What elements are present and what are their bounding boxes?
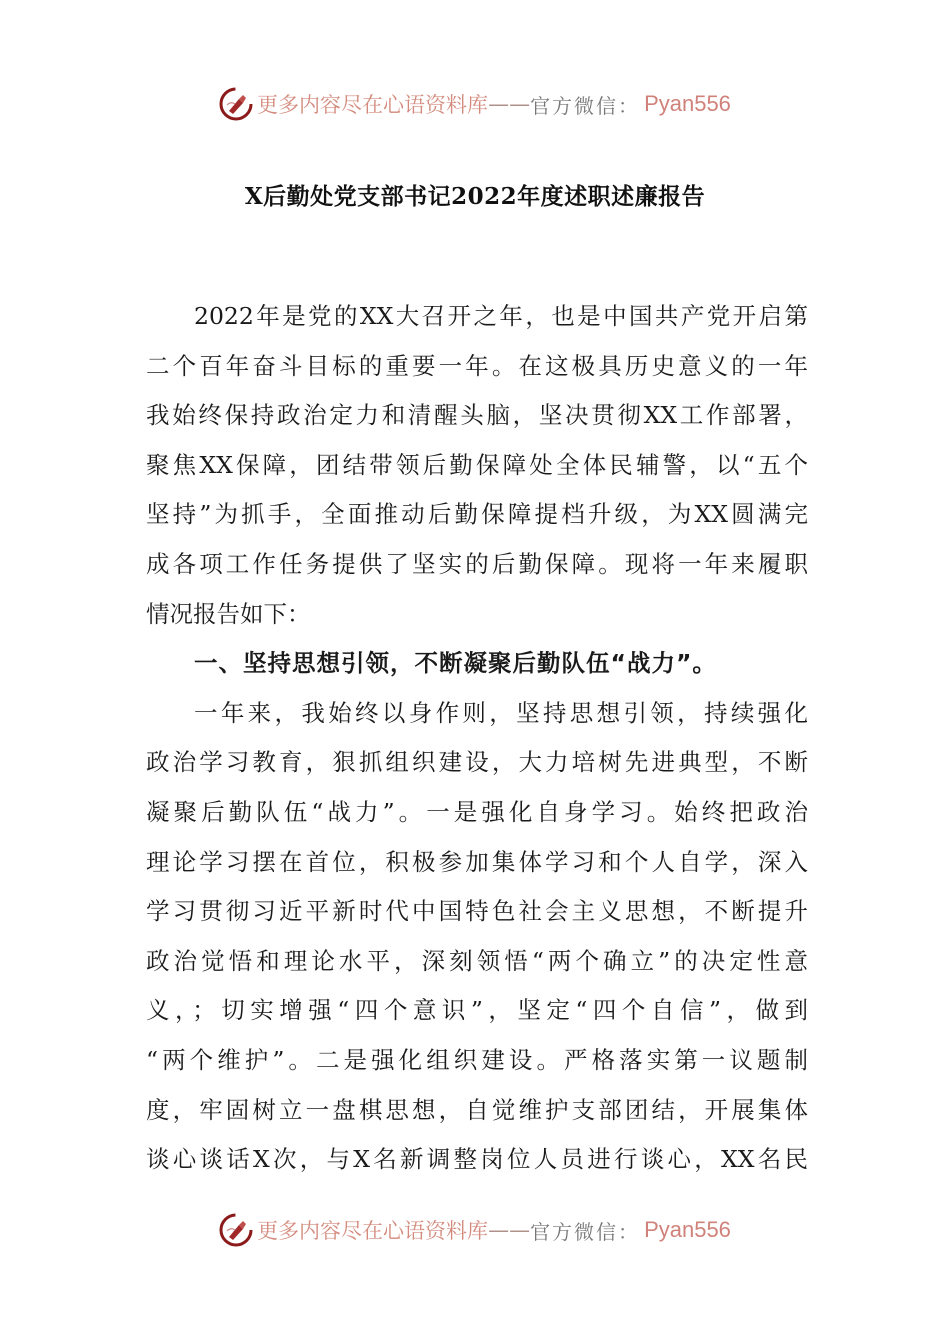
body-line: 情况报告如下： [146, 599, 311, 628]
watermark-header [0, 84, 950, 124]
watermark-footer [0, 1210, 950, 1250]
body-line: 度，牢固树立一盘棋思想，自觉维护支部团结，开展集体 [146, 1095, 808, 1124]
body-line: “两个维护”。二是强化组织建设。严格落实第一议题制 [146, 1045, 808, 1074]
document-body [146, 292, 808, 1185]
watermark-wechat-id: Pyan556 [644, 91, 731, 116]
watermark-wechat-id: Pyan556 [644, 1217, 731, 1242]
body-line: 坚持”为抓手，全面推动后勤保障提档升级，为XX圆满完 [146, 500, 808, 529]
body-line: 政治觉悟和理论水平，深刻领悟“两个确立”的决定性意 [146, 946, 808, 975]
watermark-dash: —— [488, 1218, 531, 1242]
watermark-wechat-label: 官方微信： [530, 1219, 641, 1244]
pen-nib-logo-icon [219, 1213, 253, 1247]
body-line: 2022年是党的XX大召开之年，也是中国共产党开启第 [194, 302, 808, 330]
body-line: 成各项工作任务提供了坚实的后勤保障。现将一年来履职 [146, 549, 808, 578]
section-heading: 一、坚持思想引领，不断凝聚后勤队伍“战力”。 [194, 649, 717, 678]
body-line: 一年来，我始终以身作则，坚持思想引领，持续强化 [194, 698, 808, 727]
document-title: X后勤处党支部书记2022年度述职述廉报告 [244, 183, 706, 210]
body-line: 凝聚后勤队伍“战力”。一是强化自身学习。始终把政治 [146, 797, 808, 826]
body-line: 义，；切实增强“四个意识”，坚定“四个自信”，做到 [146, 996, 808, 1025]
body-line: 我始终保持政治定力和清醒头脑，坚决贯彻XX工作部署， [146, 401, 808, 430]
body-line: 政治学习教育，狠抓组织建设，大力培树先进典型，不断 [146, 748, 808, 777]
pen-nib-logo-icon [219, 87, 253, 121]
watermark-wechat-label: 官方微信： [530, 93, 641, 118]
watermark-text: 更多内容尽在心语资料库 [257, 1219, 489, 1243]
body-line: 学习贯彻习近平新时代中国特色社会主义思想，不断提升 [146, 897, 808, 926]
watermark-dash: —— [488, 92, 531, 116]
body-line: 谈心谈话X次，与X名新调整岗位人员进行谈心，XX名民 [146, 1145, 808, 1174]
body-line: 二个百年奋斗目标的重要一年。在这极具历史意义的一年 [146, 351, 808, 380]
body-line: 聚焦XX保障，团结带领后勤保障处全体民辅警，以“五个 [146, 450, 808, 479]
watermark-text: 更多内容尽在心语资料库 [257, 93, 489, 117]
body-line: 理论学习摆在首位，积极参加集体学习和个人自学，深入 [146, 847, 808, 876]
